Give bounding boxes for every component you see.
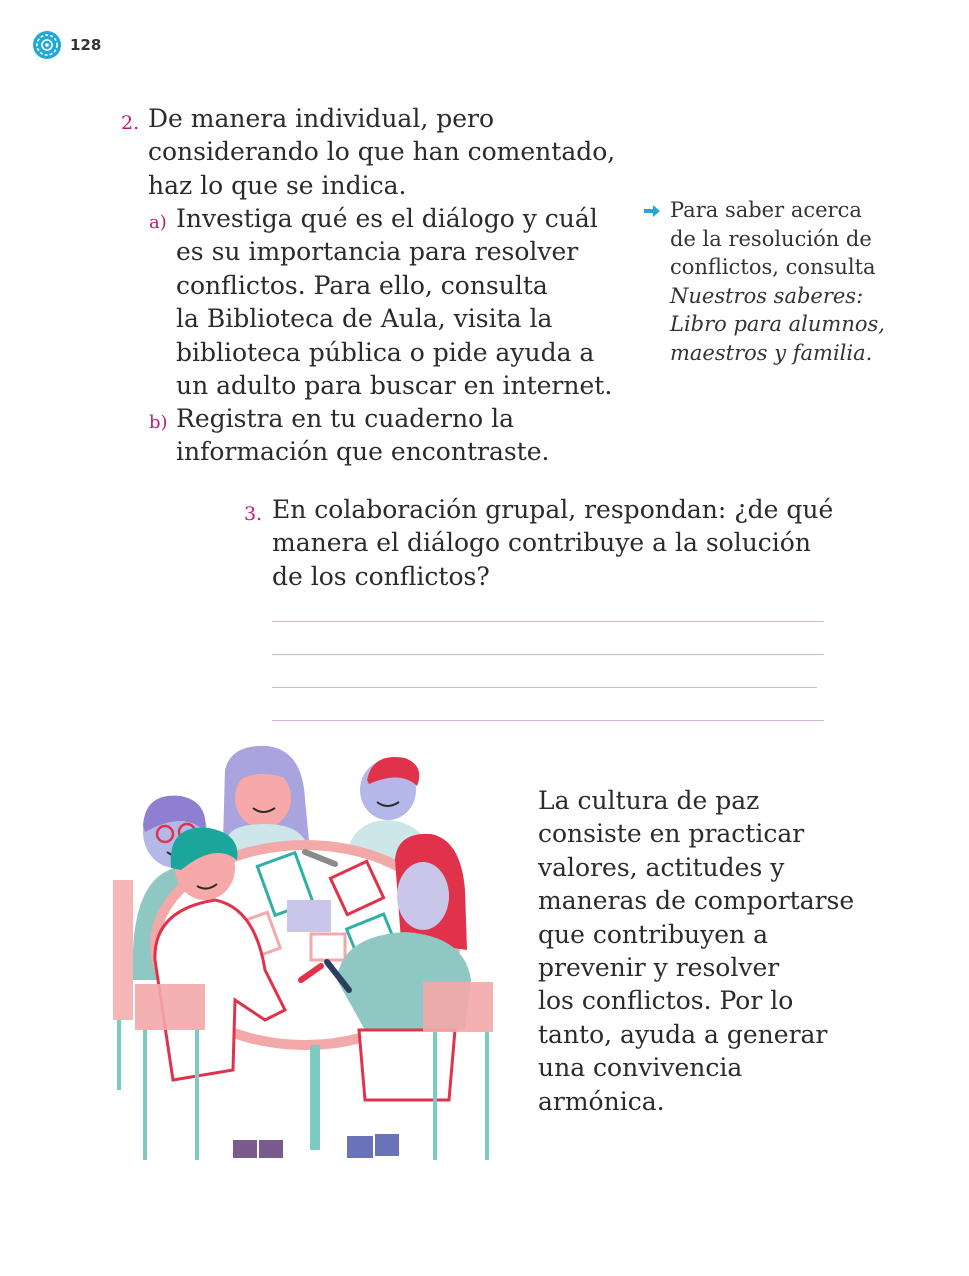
text-line: manera el diálogo contribuye a la solución: [272, 528, 811, 558]
text-line: conflictos, consulta: [670, 255, 876, 280]
text-line: armónica.: [538, 1086, 665, 1116]
activity-2-instruction: [148, 102, 615, 202]
activity-2-number: 2.: [121, 112, 140, 134]
text-line: Investiga qué es el diálogo y cuál: [176, 204, 598, 233]
text-line: La cultura de paz: [538, 786, 760, 815]
page-emblem-icon: [32, 30, 62, 60]
text-line: los conflictos. Por lo: [538, 986, 794, 1016]
page-number: 128: [70, 36, 102, 54]
text-line: haz lo que se indica.: [148, 170, 407, 200]
answer-line[interactable]: [272, 654, 824, 655]
text-line: de la resolución de: [670, 226, 872, 251]
text-line: información que encontraste.: [176, 437, 550, 467]
item-b-label: b): [149, 412, 168, 433]
item-a-label: a): [149, 212, 167, 233]
arrow-right-icon: [644, 205, 660, 217]
answer-line[interactable]: [272, 687, 817, 688]
answer-line[interactable]: [272, 621, 824, 622]
chair-front-right: [423, 982, 493, 1160]
text-line: De manera individual, pero: [148, 104, 495, 133]
text-line: En colaboración grupal, respondan: ¿de qué: [272, 495, 834, 524]
text-line: Registra en tu cuaderno la: [176, 404, 514, 433]
text-line: biblioteca pública o pide ayuda a: [176, 337, 595, 367]
activity-3-question: [272, 493, 833, 593]
book-title-line: Libro para alumnos,: [670, 312, 885, 337]
sidebar-text: [670, 196, 885, 368]
text-line: un adulto para buscar en internet.: [176, 371, 613, 401]
item-b-text: [176, 402, 549, 469]
text-line: valores, actitudes y: [538, 852, 785, 882]
text-line: prevenir y resolver: [538, 953, 780, 983]
text-line: la Biblioteca de Aula, visita la: [176, 304, 553, 334]
text-line: de los conflictos?: [272, 561, 490, 591]
book-title-line: maestros y familia.: [670, 340, 873, 365]
text-line: Para saber acerca: [670, 198, 862, 222]
text-line: conflictos. Para ello, consulta: [176, 270, 548, 300]
text-line: maneras de comportarse: [538, 886, 855, 916]
book-title-line: Nuestros saberes:: [670, 283, 864, 308]
answer-line[interactable]: [272, 720, 824, 721]
chair-back-left: [113, 880, 133, 1090]
item-a-text: [176, 202, 612, 402]
page-folio: [32, 30, 101, 60]
activity-3-number: 3.: [244, 503, 263, 525]
text-line: consiste en practicar: [538, 819, 805, 849]
children-dialogue-illustration: [105, 740, 505, 1170]
text-line: tanto, ayuda a generar: [538, 1019, 828, 1049]
text-line: una convivencia: [538, 1053, 743, 1083]
text-line: es su importancia para resolver: [176, 237, 579, 267]
culture-of-peace-text: [538, 784, 854, 1118]
text-line: considerando lo que han comentado,: [148, 137, 616, 167]
text-line: que contribuyen a: [538, 919, 768, 949]
